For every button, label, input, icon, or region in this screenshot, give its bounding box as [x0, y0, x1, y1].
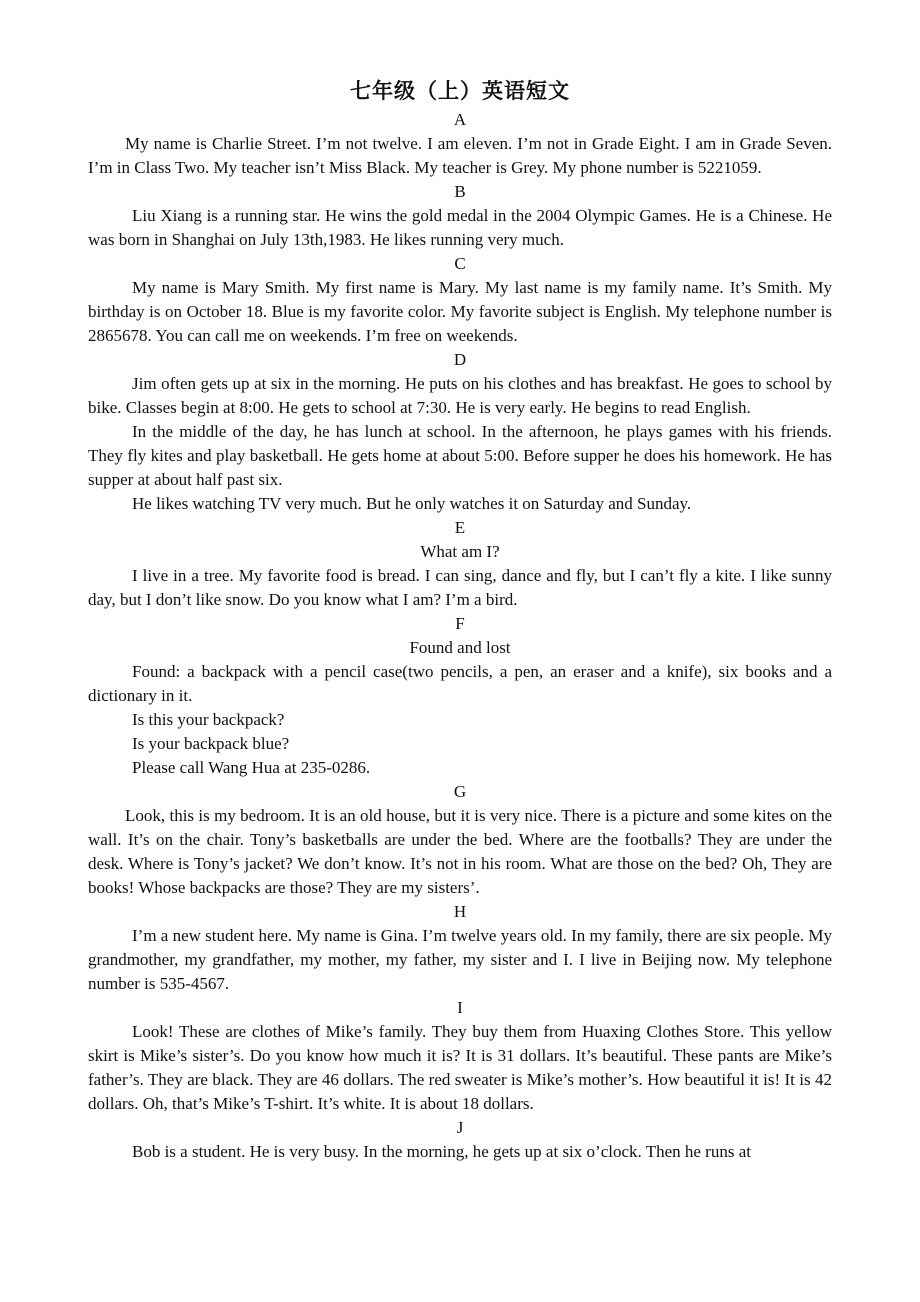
section-h — [88, 900, 832, 996]
section-g — [88, 780, 832, 900]
section-j-letter: J — [456, 1118, 464, 1137]
section-j — [88, 1116, 832, 1164]
section-b-letter: B — [454, 182, 466, 201]
section-g-letter: G — [453, 782, 467, 801]
section-i-letter: I — [457, 998, 463, 1017]
page-title: 七年级（上）英语短文 — [350, 79, 570, 103]
section-b-paragraph: Liu Xiang is a running star. He wins the gold medal in the 2004 Olympic Games. He is a Chinese. He was born in Shanghai on July 13th,1983. He likes running very much. — [88, 206, 832, 249]
section-f-letter: F — [455, 614, 465, 633]
section-b — [88, 180, 832, 252]
section-h-paragraph: I’m a new student here. My name is Gina. I’m twelve years old. In my family, there are six people. My grandmother, my grandfather, my mother, my father, my sister and I. I live in Beijing now. My telephone number is 535-4567. — [88, 926, 832, 993]
section-f-line-3: Please call Wang Hua at 235-0286. — [132, 758, 371, 777]
section-f-subtitle: Found and lost — [409, 638, 511, 657]
section-a-paragraph: My name is Charlie Street. I’m not twelve. I am eleven. I’m not in Grade Eight. I am in Grade Seven. I’m in Class Two. My teacher isn’t Miss Black. My teacher is Grey. My phone number is 5221059. — [88, 134, 832, 177]
section-h-letter: H — [453, 902, 467, 921]
section-d — [88, 348, 832, 516]
section-f-line-2: Is your backpack blue? — [132, 734, 290, 753]
section-d-paragraph-1: Jim often gets up at six in the morning. He puts on his clothes and has breakfast. He goes to school by bike. Classes begin at 8:00. He gets to school at 7:30. He is very early. He begins to read English. — [88, 374, 832, 417]
section-f-paragraph: Found: a backpack with a pencil case(two pencils, a pen, an eraser and a knife), six books and a dictionary in it. — [88, 662, 832, 705]
section-d-paragraph-3: He likes watching TV very much. But he only watches it on Saturday and Sunday. — [132, 494, 692, 513]
section-c-letter: C — [454, 254, 466, 273]
section-e-subtitle: What am I? — [420, 542, 500, 561]
section-d-letter: D — [453, 350, 467, 369]
section-e-letter: E — [454, 518, 466, 537]
section-d-paragraph-2: In the middle of the day, he has lunch at school. In the afternoon, he plays games with his friends. They fly kites and play basketball. He gets home at about 5:00. Before supper he does his homework. He has supper at about half past six. — [88, 422, 832, 489]
document-page — [88, 76, 832, 1164]
section-j-paragraph: Bob is a student. He is very busy. In the morning, he gets up at six o’clock. Then he runs at — [132, 1142, 751, 1161]
section-c-paragraph: My name is Mary Smith. My first name is Mary. My last name is my family name. It’s Smith. My birthday is on October 18. Blue is my favorite color. My favorite subject is English. My telephone number is 2865678. You can call me on weekends. I’m free on weekends. — [88, 278, 832, 345]
section-a-letter: A — [453, 110, 467, 129]
section-e-paragraph: I live in a tree. My favorite food is bread. I can sing, dance and fly, but I can’t fly a kite. I like sunny day, but I don’t like snow. Do you know what I am? I’m a bird. — [88, 566, 832, 609]
section-f — [88, 612, 832, 780]
section-i-paragraph: Look! These are clothes of Mike’s family. They buy them from Huaxing Clothes Store. This yellow skirt is Mike’s sister’s. Do you know how much it is? It is 31 dollars. It’s beautiful. These pants are Mike’s father’s. They are black. They are 46 dollars. The red sweater is Mike’s mother’s. How beautiful it is! It is 42 dollars. Oh, that’s Mike’s T-shirt. It’s white. It is about 18 dollars. — [88, 1022, 832, 1113]
section-a — [88, 108, 832, 180]
section-e — [88, 516, 832, 612]
section-c — [88, 252, 832, 348]
section-i — [88, 996, 832, 1116]
section-f-line-1: Is this your backpack? — [132, 710, 285, 729]
section-g-paragraph: Look, this is my bedroom. It is an old house, but it is very nice. There is a picture and some kites on the wall. It’s on the chair. Tony’s basketballs are under the bed. Where are the footballs? They are under the desk. Where is Tony’s jacket? We don’t know. It’s not in his room. What are those on the bed? Oh, They are books! Whose backpacks are those? They are my sisters’. — [88, 806, 832, 897]
